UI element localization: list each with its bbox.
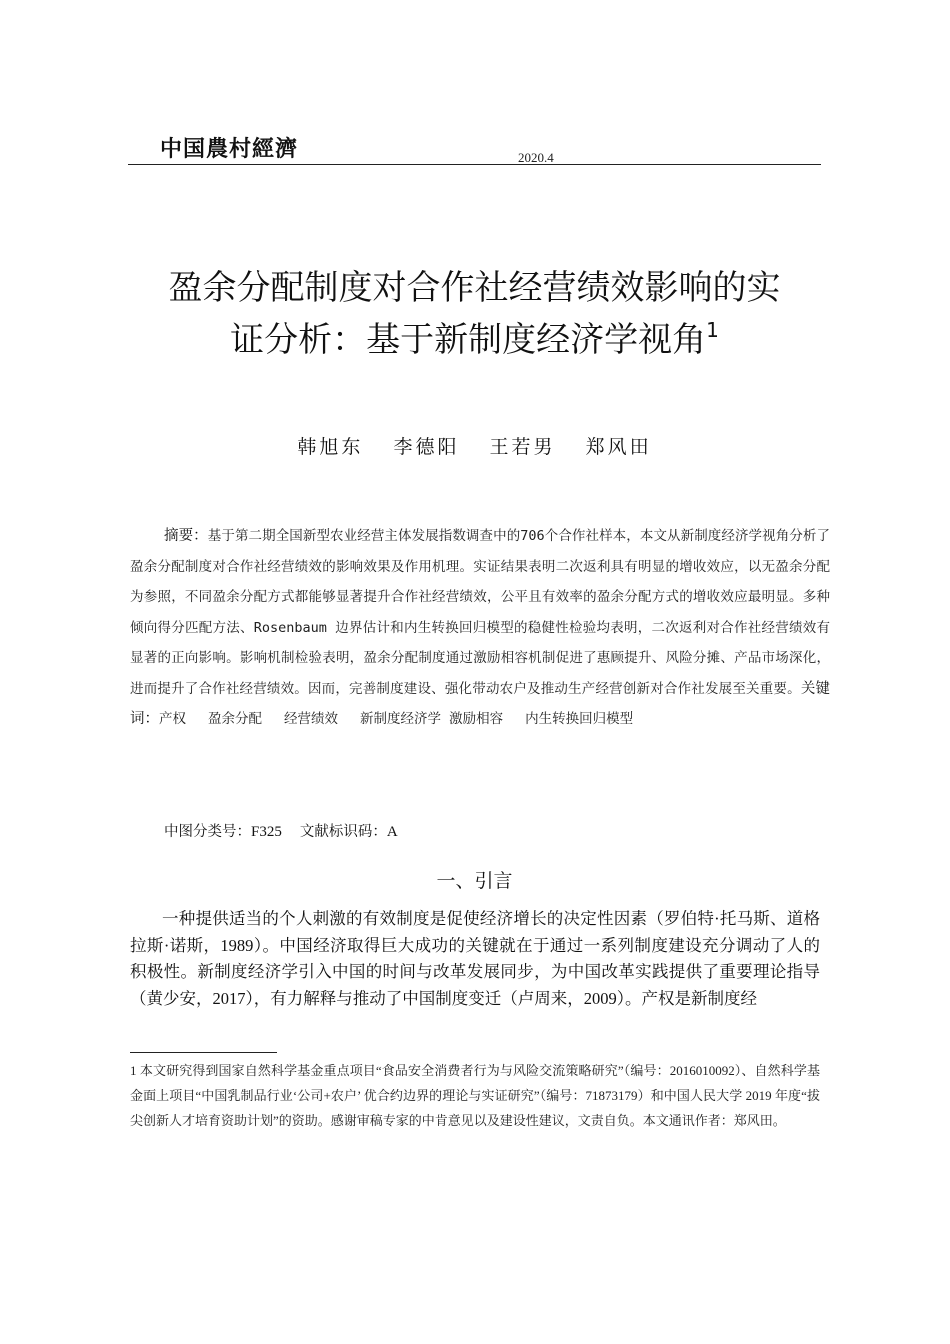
clc-label: 中图分类号：: [164, 824, 251, 840]
body-paragraph: 一种提供适当的个人刺激的有效制度是促使经济增长的决定性因素（罗伯特·托马斯、道格拉斯·诺斯，1989）。中国经济取得巨大成功的关键就在于通过一系列制度建设充分调动了人的积极性。新制度经济学引入中国的时间与改革发展同步，为中国改革实践提供了重要理论指导（黄少安，2017），有力解释与推动了中国制度变迁（卢周来，2009）。产权是新制度经: [130, 909, 820, 1008]
keywords-label: 关键词：: [130, 680, 831, 727]
author-name: 韩旭东: [297, 436, 364, 458]
footnote-divider: [130, 1052, 277, 1053]
keyword: 盈余分配: [208, 711, 262, 727]
issue-date: 2020.4: [518, 150, 554, 165]
abstract: [130, 521, 830, 735]
author-name: 李德阳: [393, 436, 460, 458]
title-line-2: [128, 314, 821, 366]
keyword: 经营绩效: [284, 711, 338, 727]
doc-code-label: 文献标识码：: [299, 824, 387, 840]
abstract-label: 摘要：: [164, 528, 208, 544]
title-footnote-mark: 1: [706, 318, 719, 342]
keyword: 新制度经济学: [360, 711, 441, 727]
clc-value: F325: [251, 824, 282, 840]
author-list: [128, 432, 821, 459]
doc-code-value: A: [386, 824, 398, 840]
header-divider: [128, 164, 821, 165]
footnote: 1 本文研究得到国家自然科学基金重点项目“食品安全消费者行为与风险交流策略研究”（编号：2016010092）、自然科学基金面上项目“中国乳制品行业‘公司+农户’ 优合约边界的理论与实证研究”（编号：71873179）和中国人民大学 2019 年度“拔尖创新人才培育资助计划”的资助。感谢审稿专家的中肯意见以及建设性建议，文责自负。本文通讯作者：郑风田。: [130, 1063, 820, 1128]
paper-title: [128, 262, 821, 366]
section-heading: 一、引言: [436, 870, 513, 892]
title-line-2-text: 证分析：基于新制度经济学视角: [230, 320, 707, 360]
author-name: 王若男: [489, 436, 556, 458]
keyword: 激励相容: [449, 711, 504, 727]
journal-logo: 中国農村經濟: [160, 137, 299, 162]
title-line-1: 盈余分配制度对合作社经营绩效影响的实: [168, 268, 781, 308]
keyword: 产权: [159, 711, 186, 727]
author-name: 郑风田: [585, 436, 652, 458]
abstract-text: 基于第二期全国新型农业经营主体发展指数调查中的706个合作社样本，本文从新制度经济学视角分析了盈余分配制度对合作社经营绩效的影响效果及作用机理。实证结果表明二次返利具有明显的增收效应，以无盈余分配为参照，不同盈余分配方式都能够显著提升合作社经营绩效，公平且有效率的盈余分配方式的增收效应最明显。多种倾向得分匹配方法、Rosenbaum 边界估计和内生转换回归模型的稳健性检验均表明，二次返利对合作社经营绩效有显著的正向影响。影响机制检验表明，盈余分配制度通过激励相容机制促进了惠顾提升、风险分摊、产品市场深化，进而提升了合作社经营绩效。因而，完善制度建设、强化带动农户及推动生产经营创新对合作社发展至关重要。: [130, 528, 830, 697]
keyword: 内生转换回归模型: [525, 711, 634, 727]
classification-line: [164, 820, 398, 841]
